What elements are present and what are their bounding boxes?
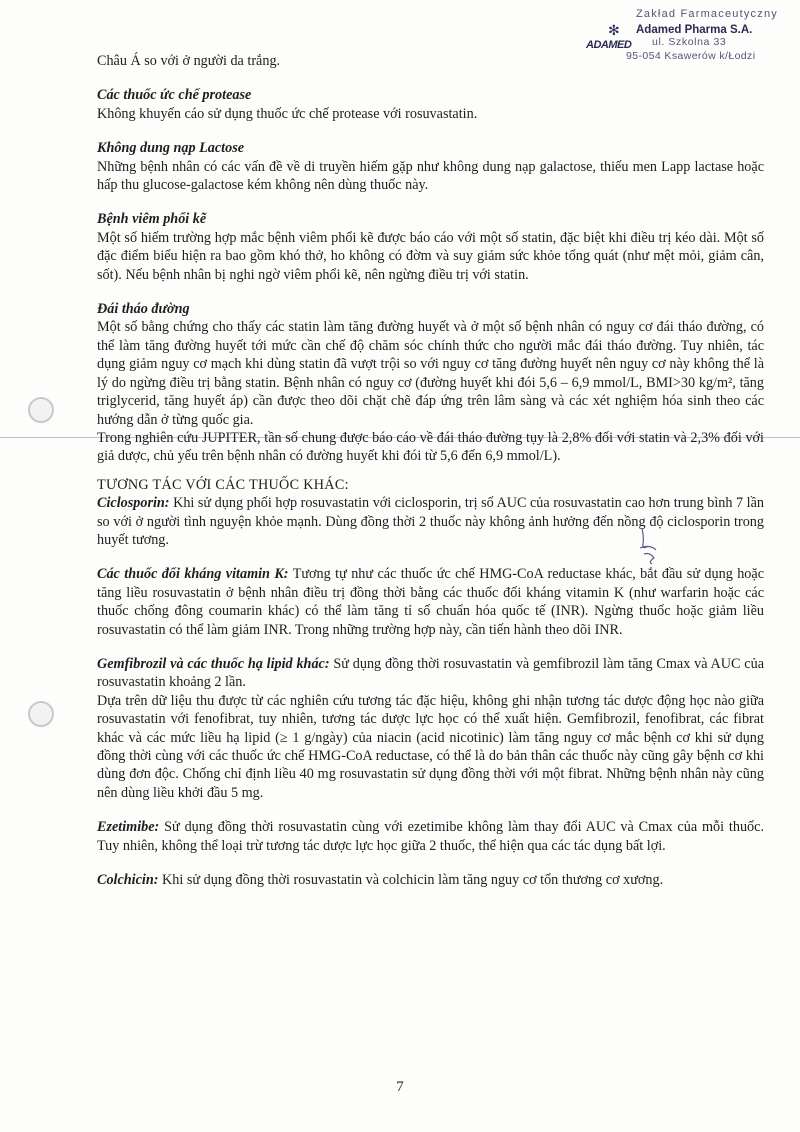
stamp-line-3: ul. Szkolna 33 [652, 36, 727, 48]
lead-colchicin: Colchicin: [97, 872, 159, 889]
text-ezetimibe: Sử dụng đồng thời rosuvastatin cùng với ezetimibe không làm thay đổi AUC và Cmax của mỗi thuốc. Tuy nhiên, không thể loại trừ tương tác dược lực học giữa 2 thuốc, thể hiện qua các tác dụng bất lợi. [97, 819, 764, 854]
text-colchicin: Khi sử dụng đồng thời rosuvastatin và colchicin làm tăng nguy cơ tổn thương cơ xương. [158, 872, 664, 889]
lead-ciclosporin: Ciclosporin: [97, 495, 170, 512]
lead-ezetimibe: Ezetimibe: [97, 819, 160, 836]
paragraph-gemfibrozil-2: Dựa trên dữ liệu thu được từ các nghiên cứu tương tác đặc hiệu, không ghi nhận tương tác dược động học nào giữa rosuvastatin với fenofibrat, tuy nhiên, tương tác dược lực học có thể xuất hiện. Gemfibrozil, fenofibrat, các fibrat khác và các mức liều hạ lipid (≥ 1 g/ngày) của niacin (acid nicotinic) làm tăng nguy cơ mắc bệnh cơ khi sử dụng đồng thời cùng với các thuốc ức chế HMG-CoA reductase, có thể là do bản thân các thuốc này cũng gây bệnh cơ khi dùng đơn độc. Chống chỉ định liều 40 mg rosuvastatin sử dụng đồng thời với một fibrat. Những bệnh nhân này cũng nên dùng liều khởi đầu 5 mg. [97, 692, 764, 801]
paragraph-diabetes-2: Trong nghiên cứu JUPITER, tần số chung được báo cáo về đái tháo đường tụy là 2,8% đối với statin và 2,3% đối với giả dược, chủ yếu trên bệnh nhân có đường huyết khi đói từ 5,6 đến 6,9 mmol/L). [97, 429, 764, 465]
paragraph-protease: Không khuyến cáo sử dụng thuốc ức chế protease với rosuvastatin. [97, 105, 478, 122]
document-body [97, 52, 764, 889]
stamp-line-1: Zakład Farmaceutyczny [636, 8, 778, 20]
lead-vitamin-k: Các thuốc đối kháng vitamin K: [97, 566, 289, 583]
heading-diabetes: Đái tháo đường [97, 301, 190, 318]
paragraph-lactose: Những bệnh nhân có các vấn đề về di truyền hiếm gặp như không dung nạp galactose, thiếu men Lapp lactase hoặc hấp thu glucose-galactose kém không nên dùng thuốc này. [97, 158, 764, 194]
intro-line: Châu Á so với ở người da trắng. [97, 53, 281, 69]
stamp-logo-text: ADAMED [586, 39, 632, 51]
page-number: 7 [396, 1079, 404, 1095]
punch-hole-upper [28, 397, 54, 423]
text-vitamin-k: Tương tự như các thuốc ức chế HMG-CoA reductase khác, bắt đầu sử dụng hoặc tăng liều rosuvastatin ở bệnh nhân điều trị đồng thời bằng các thuốc đối kháng vitamin K (như warfarin hoặc các thuốc chống đông coumarin khác) có thể làm tăng tỉ số chuẩn hóa quốc tế (INR). Ngừng thuốc hoặc giảm liều rosuvastatin có thể làm giảm INR. Trong những trường hợp này, cần tiến hành theo dõi INR. [97, 566, 764, 638]
paragraph-gemfibrozil-1 [97, 655, 764, 692]
handwritten-initials [634, 524, 662, 564]
paragraph-interstitial-lung-disease: Một số hiếm trường hợp mắc bệnh viêm phổi kẽ được báo cáo với một số statin, đặc biệt khi điều trị kéo dài. Một số đặc điểm biểu hiện ra bao gồm khó thở, ho không có đờm và suy giảm sức khỏe tổng quát (như mệt mỏi, giảm cân, sốt). Nếu bệnh nhân bị nghi ngờ viêm phổi kẽ, nên ngừng điều trị với statin. [97, 229, 764, 283]
text-ciclosporin: Khi sử dụng phối hợp rosuvastatin với ciclosporin, trị số AUC của rosuvastatin cao hơn trung bình 7 lần so với ở người tình nguyện khỏe mạnh. Dùng đồng thời 2 thuốc này không ảnh hưởng đến nồng độ ciclosporin trong huyết tương. [97, 495, 765, 548]
heading-lactose: Không dung nạp Lactose [97, 140, 245, 157]
paragraph-diabetes-1: Một số bằng chứng cho thấy các statin làm tăng đường huyết và ở một số bệnh nhân có nguy cơ đái tháo đường, có thể làm tăng đường huyết tới mức cần chế độ chăm sóc chính thức cho người mắc đái tháo đường. Tuy nhiên, tác dụng giảm nguy cơ mạch khi dùng statin đã vượt trội so với nguy cơ tăng đường huyết nên nguy cơ này không thể là lý do ngừng điều trị bằng statin. Bệnh nhân có nguy cơ (đường huyết khi đói 5,6 – 6,9 mmol/L, BMI>30 kg/m², tăng triglycerid, tăng huyết áp) cần được theo dõi chặt chẽ đáp ứng trên lâm sàng và các xét nghiệm hóa sinh theo các hướng dẫn ở từng quốc gia. [97, 319, 764, 428]
lead-gemfibrozil: Gemfibrozil và các thuốc hạ lipid khác: [97, 655, 330, 672]
heading-protease: Các thuốc ức chế protease [97, 87, 252, 104]
paragraph-ezetimibe [97, 818, 764, 855]
punch-hole-lower [28, 701, 54, 727]
heading-interstitial-lung-disease: Bệnh viêm phổi kẽ [97, 211, 207, 228]
paragraph-ciclosporin [97, 494, 764, 549]
paragraph-vitamin-k-antagonists [97, 565, 764, 639]
stamp-logo-icon: ✻ [608, 22, 620, 38]
paragraph-colchicin [97, 871, 764, 889]
heading-drug-interactions: TƯƠNG TÁC VỚI CÁC THUỐC KHÁC: [97, 476, 349, 493]
text-gemfibrozil-1: Sử dụng đồng thời rosuvastatin và gemfibrozil làm tăng Cmax và AUC của rosuvastatin khoảng 2 lần. [97, 655, 764, 691]
stamp-line-2: Adamed Pharma S.A. [636, 24, 753, 36]
stamp-line-4: 95-054 Ksawerów k/Łodzi [626, 50, 756, 62]
